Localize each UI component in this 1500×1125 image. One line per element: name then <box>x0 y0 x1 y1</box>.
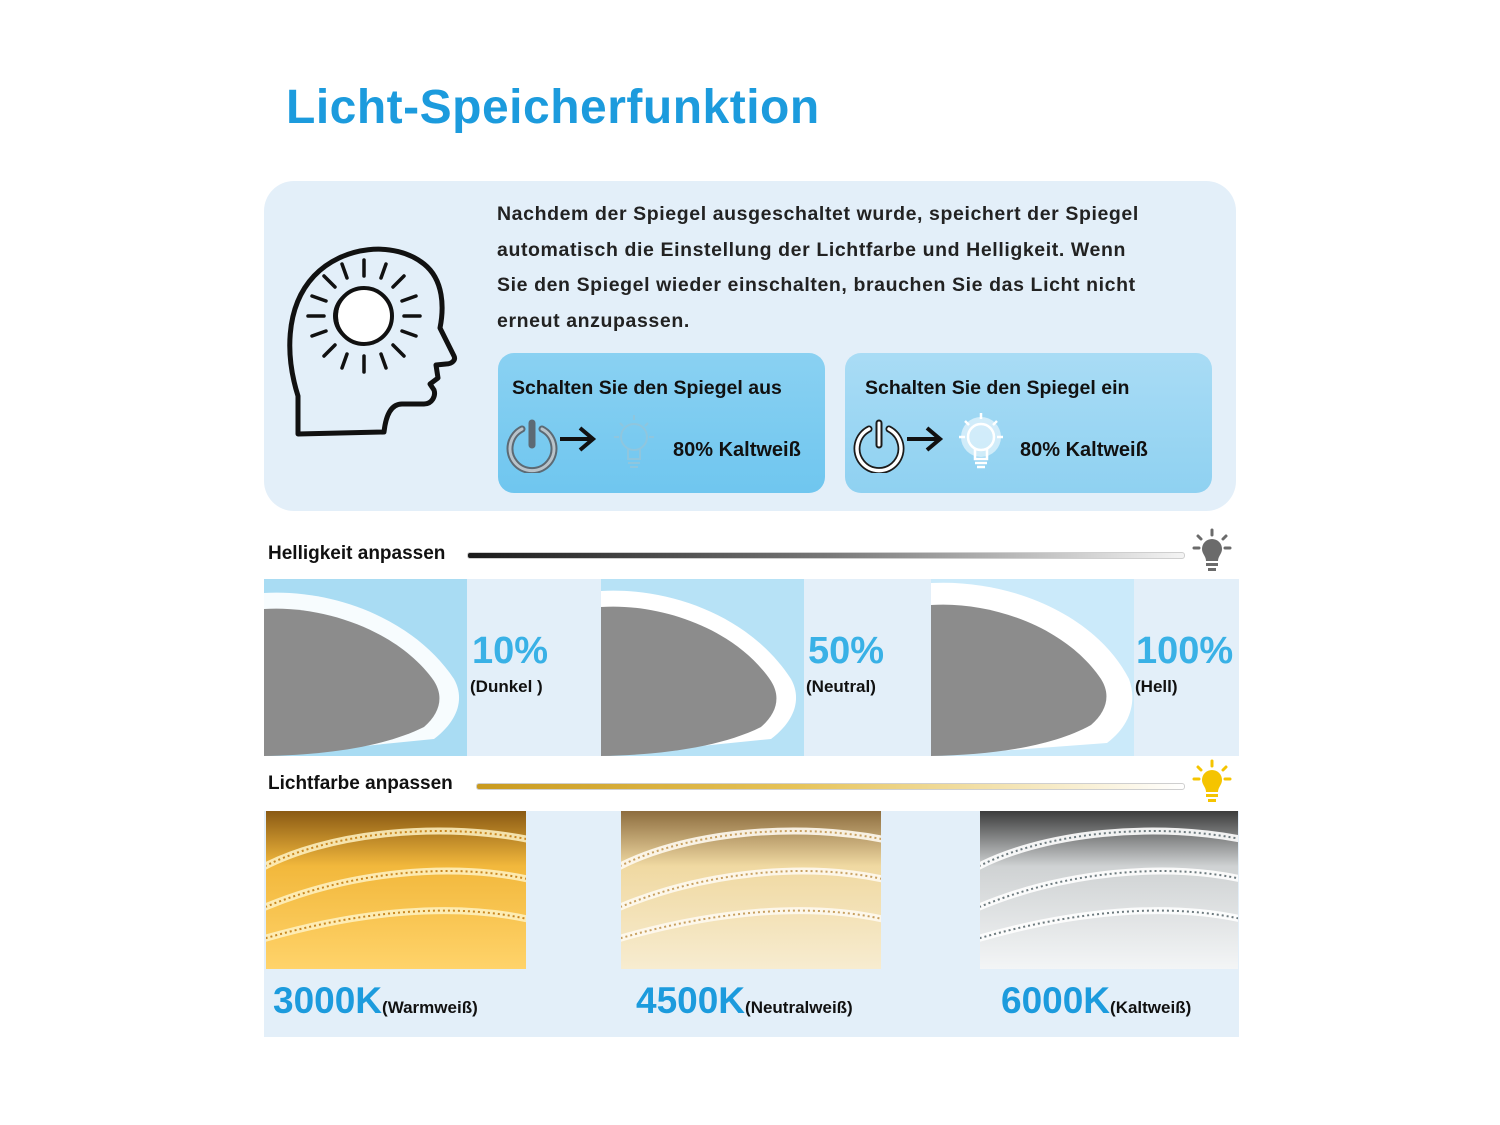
description-text <box>497 197 1217 339</box>
brightness-value: 10% <box>472 630 549 672</box>
color-temp-cool <box>1001 980 1191 1022</box>
color-temp-warm <box>273 980 478 1022</box>
card-title: Schalten Sie den Spiegel aus <box>512 377 782 399</box>
mirror-neutral-tile <box>601 579 804 756</box>
led-neutral-photo <box>621 811 881 969</box>
brightness-label: Helligkeit anpassen <box>268 543 446 564</box>
color-temp-caption: (Neutralweiß) <box>745 998 853 1017</box>
bulb-yellow-icon <box>1189 759 1235 805</box>
brightness-gradient-bar <box>467 552 1185 559</box>
power-icon <box>851 417 907 473</box>
mirror-on-card <box>845 353 1212 493</box>
brightness-value: 100% <box>1136 630 1234 672</box>
brightness-caption: (Dunkel ) <box>470 677 543 696</box>
light-bulb-icon <box>951 411 1011 479</box>
page-title: Licht-Speicherfunktion <box>286 81 820 134</box>
card-value: 80% Kaltweiß <box>673 439 801 461</box>
color-temp-value: 3000K <box>273 980 383 1021</box>
power-icon <box>504 417 560 473</box>
description-line: Nachdem der Spiegel ausgeschaltet wurde, speichert der Spiegel <box>497 203 1139 225</box>
brightness-caption: (Neutral) <box>806 677 876 696</box>
description-line: erneut anzupassen. <box>497 309 690 332</box>
color-temp-neutral <box>636 980 853 1022</box>
mirror-off-card <box>498 353 825 493</box>
color-gradient-bar <box>476 783 1185 790</box>
card-title: Schalten Sie den Spiegel ein <box>865 377 1130 399</box>
color-temp-caption: (Kaltweiß) <box>1110 998 1192 1017</box>
led-cool-photo <box>980 811 1238 969</box>
brightness-caption: (Hell) <box>1135 677 1178 696</box>
color-label: Lichtfarbe anpassen <box>268 773 453 794</box>
mirror-dark-tile <box>264 579 467 756</box>
led-warm-photo <box>266 811 526 969</box>
light-bulb-icon <box>604 411 664 479</box>
head-sun-moon-icon <box>284 238 460 444</box>
description-line: automatisch die Einstellung der Lichtfarbe und Helligkeit. Wenn <box>497 238 1127 261</box>
card-value: 80% Kaltweiß <box>1020 439 1148 461</box>
arrow-right-icon <box>558 425 598 453</box>
description-line: Sie den Spiegel wieder einschalten, brauchen Sie das Licht nicht <box>497 274 1136 296</box>
mirror-bright-tile <box>931 579 1134 756</box>
color-temp-value: 4500K <box>636 980 746 1021</box>
arrow-right-icon <box>905 425 945 453</box>
color-temp-value: 6000K <box>1001 980 1111 1021</box>
bulb-gray-icon <box>1189 528 1235 574</box>
brightness-value: 50% <box>808 630 885 672</box>
color-temp-caption: (Warmweiß) <box>382 998 478 1017</box>
